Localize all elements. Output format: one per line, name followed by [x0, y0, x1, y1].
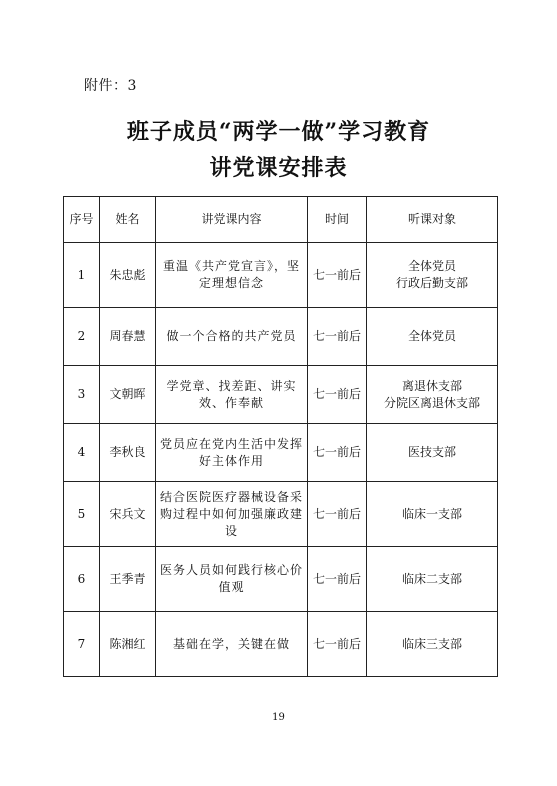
row-content: 党员应在党内生活中发挥好主体作用: [156, 424, 308, 482]
row-audience: [367, 308, 498, 366]
row-index: 3: [64, 366, 100, 424]
table-row: [64, 308, 498, 366]
row-time: 七一前后: [308, 424, 367, 482]
table-row: [64, 243, 498, 308]
table-header-row: [64, 197, 498, 243]
row-name: 宋兵文: [100, 482, 156, 547]
row-content: 做一个合格的共产党员: [156, 308, 308, 366]
row-audience: [367, 547, 498, 612]
row-content: 医务人员如何践行核心价值观: [156, 547, 308, 612]
row-time: 七一前后: [308, 612, 367, 677]
header-name: 姓名: [100, 197, 156, 243]
table-row: [64, 482, 498, 547]
audience-line: 临床一支部: [401, 506, 462, 521]
row-index: 5: [64, 482, 100, 547]
document-title-line2: 讲党课安排表: [209, 155, 348, 181]
row-name: 陈湘红: [100, 612, 156, 677]
row-audience: [367, 424, 498, 482]
row-audience: [367, 612, 498, 677]
row-index: 1: [64, 243, 100, 308]
row-index: 7: [64, 612, 100, 677]
row-name: 李秋良: [100, 424, 156, 482]
audience-line: 医技支部: [407, 445, 456, 459]
row-name: 王季青: [100, 547, 156, 612]
row-name: 朱忠彪: [100, 243, 156, 308]
row-index: 4: [64, 424, 100, 482]
audience-line: 临床三支部: [401, 636, 462, 651]
row-index: 2: [64, 308, 100, 366]
row-audience: [367, 243, 498, 308]
table-row: [64, 547, 498, 612]
audience-line: 全体党员: [407, 259, 456, 273]
row-time: 七一前后: [308, 547, 367, 612]
row-audience: [367, 482, 498, 547]
page-number: 19: [272, 712, 285, 723]
row-name: 周春慧: [100, 308, 156, 366]
audience-line: 分院区离退休支部: [383, 395, 480, 410]
header-index: 序号: [64, 197, 100, 243]
table-row: [64, 424, 498, 482]
row-name: 文朝晖: [100, 366, 156, 424]
row-content: 基础在学，关键在做: [156, 612, 308, 677]
row-time: 七一前后: [308, 308, 367, 366]
document-title-line1: 班子成员“两学一做”学习教育: [126, 119, 431, 145]
row-content: 重温《共产党宣言》，坚定理想信念: [156, 243, 308, 308]
attachment-label: 附件：3: [84, 78, 137, 94]
header-audience: 听课对象: [367, 197, 498, 243]
row-time: 七一前后: [308, 482, 367, 547]
row-time: 七一前后: [308, 243, 367, 308]
lecture-schedule-table: [63, 196, 498, 677]
row-content: 学党章、找差距、讲实效、作奉献: [156, 366, 308, 424]
header-content: 讲党课内容: [156, 197, 308, 243]
audience-line: 临床二支部: [401, 571, 462, 586]
header-time: 时间: [308, 197, 367, 243]
row-time: 七一前后: [308, 366, 367, 424]
row-index: 6: [64, 547, 100, 612]
audience-line: 行政后勤支部: [395, 276, 468, 290]
audience-line: 全体党员: [407, 329, 456, 343]
table-row: [64, 612, 498, 677]
row-audience: [367, 366, 498, 424]
row-content: 结合医院医疗器械设备采购过程中如何加强廉政建设: [156, 482, 308, 547]
table-row: [64, 366, 498, 424]
audience-line: 离退休支部: [401, 378, 462, 393]
